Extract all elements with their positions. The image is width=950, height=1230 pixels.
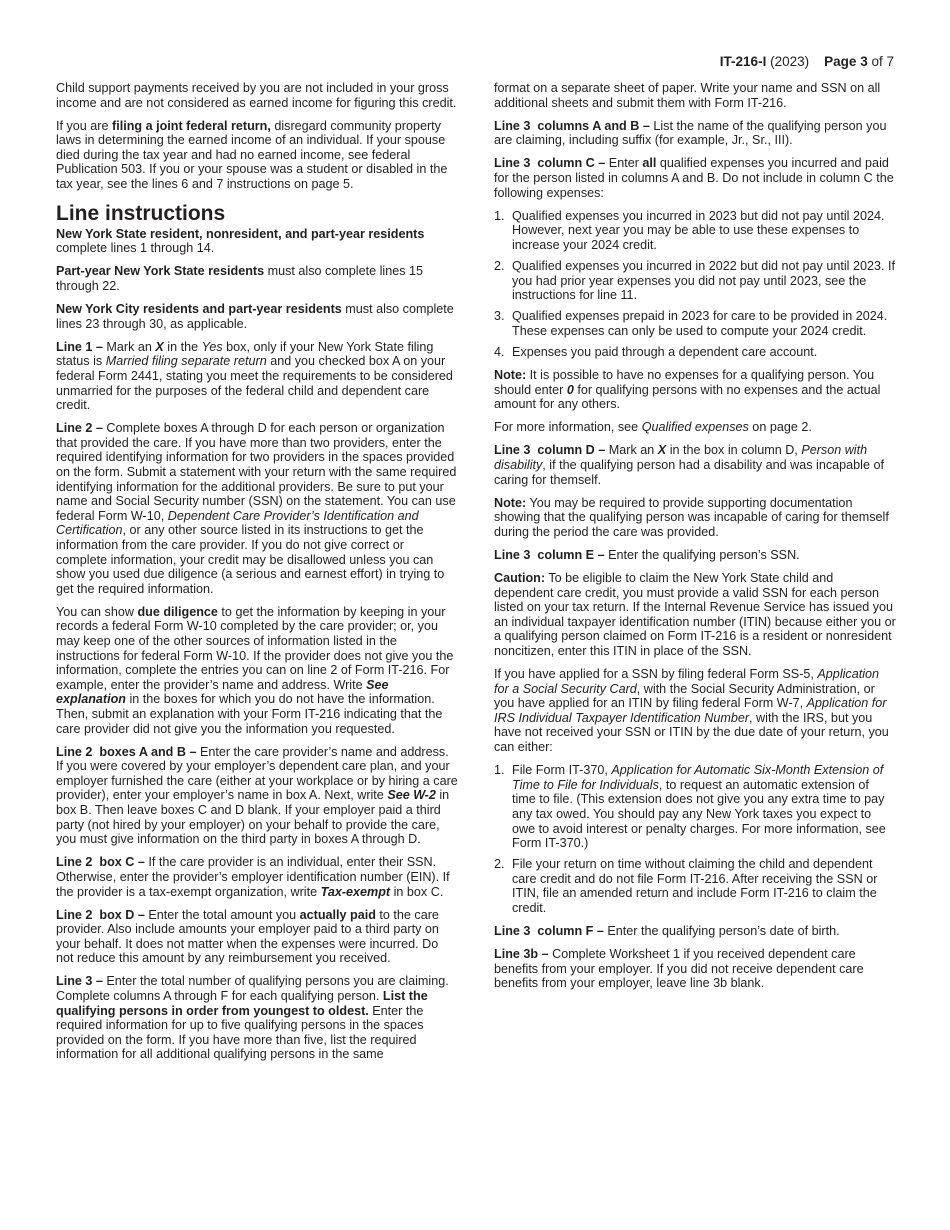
line-3b-instruction: Line 3b – Complete Worksheet 1 if you received dependent care benefits from your employer. If you did not receive dependent care benefits from your employer, leave line 3b blank. [494, 947, 864, 991]
excluded-expenses-list [494, 209, 896, 360]
nyc-paragraph: New York City residents and part-year residents must also complete lines 23 through 30, as applicable. [56, 302, 454, 331]
caution-paragraph: Caution: To be eligible to claim the New York State child and dependent care credit, you must provide a valid SSN for each person listed on your tax return. If the Internal Revenue Service has issued you an individual taxpayer identification number (ITIN) because either you or a qualifying person claimed on Form IT-216 is a resident or nonresident noncitizen, enter this ITIN in place of the SSN. [494, 571, 896, 658]
ssn-options-list [494, 763, 896, 915]
line-2-instruction: Line 2 – Complete boxes A through D for each person or organization that provided the care. If you have more than two providers, enter the required identifying information for two providers in the spaces provided on the form. Submit a statement with your return with the same required identifying information for the additional providers. Be sure to put your name and Social Security number (SSN) on the statement. You can use federal Form W-10, Dependent Care Provider’s Identification and Certification, or any other source listed in its instructions to get the information from the care provider. If you do not give correct or complete information, your credit may be disallowed unless you can show you used due diligence (a serious and earnest effort) in trying to get the required information. [56, 421, 457, 596]
line-2-boxes-a-b-instruction: Line 2 boxes A and B – Enter the care provider’s name and address. If you were covered by your employer’s dependent care plan, and your employer furnished the care (either at your workplace or by hiring a care provider), enter your employer’s name in box A. Next, write See W-2 in box B. Then leave boxes C and D blank. If your employer paid a third party (not hired by your employer) on your behalf to provide the care, you must give information on the third party in boxes A through D. [56, 744, 458, 847]
line-1-instruction: Line 1 – Mark an X in the Yes box, only if your New York State filing status is Married filing separate return and you checked box A on your federal Form 2441, stating you meet the requirements to be considered unmarried for the purposes of the federal child and dependent care credit. [56, 339, 453, 413]
more-info-paragraph: For more information, see Qualified expenses on page 2. [494, 420, 812, 435]
list-item: 3. Qualified expenses prepaid in 2023 for care to be provided in 2024. These expenses can only be used to compute your 2024 credit. [494, 309, 888, 338]
part-year-paragraph: Part-year New York State residents must also complete lines 15 through 22. [56, 264, 424, 293]
line-2-box-c-instruction: Line 2 box C – If the care provider is an individual, enter their SSN. Otherwise, enter the provider’s employer identification number (EIN). If the provider is a tax-exempt organization, write Tax-exempt in box C. [56, 855, 450, 899]
list-item: 1. Qualified expenses you incurred in 2023 but did not pay until 2024. However, next year you may be able to use these expenses to increase your 2024 credit. [494, 208, 885, 252]
child-support-paragraph: Child support payments received by you are not included in your gross income and are not considered as earned income for figuring this credit. [56, 81, 457, 110]
line-3-column-f-instruction: Line 3 column F – Enter the qualifying person’s date of birth. [494, 924, 840, 939]
note-no-expenses: Note: It is possible to have no expenses for a qualifying person. You should enter 0 for qualifying persons with no expenses and the actual amount for any others. [494, 368, 881, 412]
line-3-column-c-instruction: Line 3 column C – Enter all qualified expenses you incurred and paid for the person listed in columns A and B. Do not include in column C the following expenses: [494, 156, 894, 200]
residents-paragraph: New York State resident, nonresident, and part-year residents complete lines 1 through 14. [56, 226, 425, 256]
left-column [56, 81, 458, 1071]
section-heading: Line instructions [56, 201, 226, 225]
form-year: (2023) [770, 54, 810, 69]
line-3-column-d-instruction: Line 3 column D – Mark an X in the box in column D, Person with disability, if the qualifying person had a disability and was incapable of caring for themself. [494, 443, 884, 487]
list-item: 4. Expenses you paid through a dependent care account. [494, 344, 818, 359]
line-3-columns-a-b-instruction: Line 3 columns A and B – List the name of the qualifying person you are claiming, including suffix (for example, Jr., Sr., III). [494, 118, 887, 148]
page-label: Page [824, 54, 857, 69]
ssn-application-paragraph: If you have applied for a SSN by filing federal Form SS-5, Application for a Social Security Card, with the Social Security Administration, or you have applied for an ITIN by filing federal Form W-7, Application for IRS Individual Taxpayer Identification Number, with the IRS, but you have not received your SSN or ITIN by the due date of your return, you can either: [494, 667, 889, 755]
note-documentation: Note: You may be required to provide supporting documentation showing that the qualifying person was incapable of caring for themself during the period the care was provided. [494, 495, 889, 539]
page-total: of 7 [871, 54, 894, 69]
line-2-box-d-instruction: Line 2 box D – Enter the total amount you actually paid to the care provider. Also include amounts your employer paid to a third party on your behalf. It does not matter when the expenses were incurred. Do not reduce this amount by any reimbursement you received. [56, 907, 439, 966]
line-3-column-e-instruction: Line 3 column E – Enter the qualifying person’s SSN. [494, 547, 800, 562]
due-diligence-paragraph: You can show due diligence to get the information by keeping in your records a federal Form W-10 completed by the care provider; or, you may keep one of the other sources of information listed in the instructions for federal Form W-10. If the provider does not give you the information, complete the entries you can on line 2 of Form IT-216. For example, enter the provider’s name and address. Write See explanation in the boxes for which you do not have the information. Then, submit an explanation with your Form IT-216 indicating that the care provider did not give you the information you requested. [56, 604, 454, 736]
page-number: 3 [860, 54, 868, 69]
list-item: 1. File Form IT-370, Application for Automatic Six-Month Extension of Time to File for Individuals, to request an automatic extension of time to file. (This extension does not give you any extra time to pay any tax owed. You should pay any New York taxes you expect to owe to avoid interest or penalty charges. For more information, see Form IT-370.) [494, 763, 886, 851]
list-item: 2. Qualified expenses you incurred in 2022 but did not pay until 2023. If you had prior year expenses you did not pay until 2023, see the instructions for line 11. [494, 258, 895, 303]
line-3-continuation: format on a separate sheet of paper. Write your name and SSN on all additional sheets and submit them with Form IT-216. [494, 81, 881, 110]
list-item: 2. File your return on time without claiming the child and dependent care credit and do not file Form IT-216. After receiving the SSN or ITIN, file an amended return and include Form IT-216 to claim the credit. [494, 857, 878, 915]
joint-return-paragraph: If you are filing a joint federal return, disregard community property laws in determining the earned income of an individual. If your spouse died during the tax year and had no earned income, see federal Publication 503. If you or your spouse was a student or disabled in the tax year, see the lines 6 and 7 instructions on page 5. [56, 118, 448, 192]
page-header [720, 55, 894, 70]
form-id: IT-216-I [719, 54, 767, 69]
line-3-instruction: Line 3 – Enter the total number of qualifying persons you are claiming. Complete columns A through F for each qualifying person. List the qualifying persons in order from youngest to oldest. Enter the required information for up to five qualifying persons in the spaces provided on the form. If you have more than five, list the required information for all additional qualifying persons in the same [56, 974, 449, 1062]
right-column [494, 81, 896, 999]
